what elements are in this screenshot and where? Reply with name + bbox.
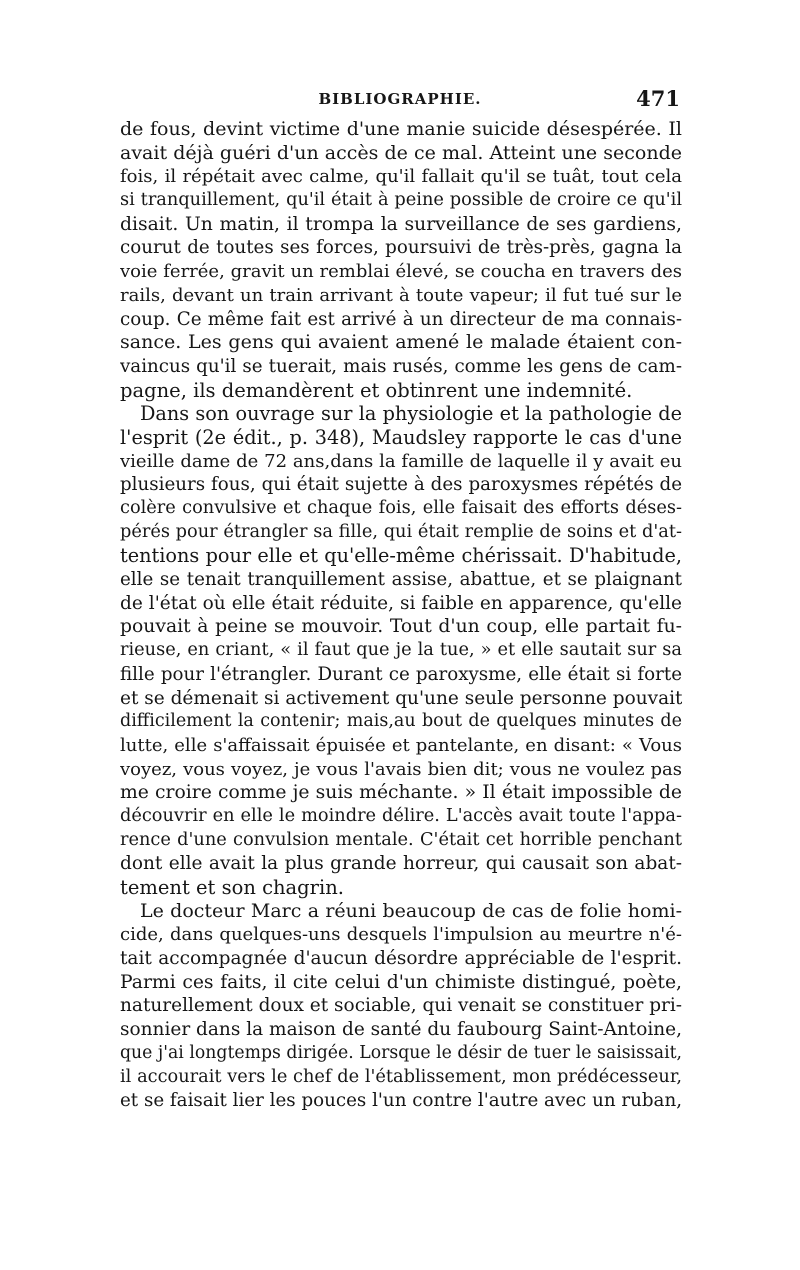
text-line: coup. Ce même fait est arrivé à un directeur de ma connais- [120,308,682,330]
text-line: courut de toutes ses forces, poursuivi de très-près, gagna la [120,237,682,259]
text-line: il accourait vers le chef de l'établissement, mon prédécesseur, [120,1066,682,1087]
text-line: tait accompagnée d'aucun désordre appréciable de l'esprit. [120,948,682,970]
text-line: pouvait à peine se mouvoir. Tout d'un coup, elle partait fu- [120,616,682,638]
text-line: voyez, vous voyez, je vous l'avais bien dit; vous ne voulez pas [120,758,682,780]
text-line: colère convulsive et chaque fois, elle faisait des efforts déses- [120,498,682,518]
text-line: rieuse, en criant, « il faut que je la tue, » et elle sautait sur sa [120,640,682,661]
text-line: découvrir en elle le moindre délire. L'accès avait toute l'appa- [120,805,682,826]
text-line: et se faisait lier les pouces l'un contre l'autre avec un ruban, [120,1090,682,1112]
text-line: pagne, ils demandèrent et obtinrent une indemnité. [120,378,633,402]
text-line: plusieurs fous, qui était sujette à des paroxysmes répétés de [120,474,682,496]
text-line: cide, dans quelques-uns desquels l'impulsion au meurtre n'é- [120,924,682,946]
text-line: naturellement doux et sociable, qui venait se constituer pri- [120,995,682,1017]
text-line: tement et son chagrin. [120,876,344,899]
text-line: avait déjà guéri d'un accès de ce mal. Atteint une seconde [120,141,682,164]
body-text [120,118,682,1113]
text-line: vaincus qu'il se tuerait, mais rusés, comme les gens de cam- [120,355,682,377]
running-title: BIBLIOGRAPHIE. [318,90,482,108]
text-line: rails, devant un train arrivant à toute vapeur; il fut tué sur le [120,284,682,306]
text-line: vieille dame de 72 ans,dans la famille de laquelle il y avait eu [120,450,682,472]
text-line: que j'ai longtemps dirigée. Lorsque le désir de tuer le saisissait, [120,1042,682,1063]
text-line: de l'état où elle était réduite, si faible en apparence, qu'elle [120,592,682,614]
page-number: 471 [636,86,680,111]
text-line: si tranquillement, qu'il était à peine possible de croire ce qu'il [120,190,682,211]
running-head [120,86,680,114]
text-line: fois, il répétait avec calme, qu'il fallait qu'il se tuât, tout cela [120,166,682,188]
text-line: fille pour l'étrangler. Durant ce paroxysme, elle était si forte [120,663,682,685]
text-line: dont elle avait la plus grande horreur, qui causait son abat- [120,853,682,875]
text-line: sonnier dans la maison de santé du faubourg Saint-Antoine, [120,1019,682,1041]
text-line: Le docteur Marc a réuni beaucoup de cas de folie homi- [140,899,682,922]
text-line: elle se tenait tranquillement assise, abattue, et se plaignant [120,569,682,591]
text-line: Dans son ouvrage sur la physiologie et la pathologie de [140,402,682,426]
text-line: Parmi ces faits, il cite celui d'un chimiste distingué, poète, [120,971,682,993]
text-line: disait. Un matin, il trompa la surveillance de ses gardiens, [120,213,682,235]
text-line: et se démenait si activement qu'une seule personne pouvait [120,687,682,709]
text-line: me croire comme je suis méchante. » Il était impossible de [120,782,682,804]
text-line: tentions pour elle et qu'elle-même chérissait. D'habitude, [120,544,682,568]
text-line: pérés pour étrangler sa fille, qui était remplie de soins et d'at- [120,521,682,542]
text-line: lutte, elle s'affaissait épuisée et pantelante, en disant: « Vous [120,734,682,756]
text-line: l'esprit (2e édit., p. 348), Maudsley rapporte le cas d'une [120,425,682,449]
text-line: difficilement la contenir; mais,au bout de quelques minutes de [120,711,682,732]
text-line: voie ferrée, gravit un remblai élevé, se coucha en travers des [120,261,682,283]
text-line: sance. Les gens qui avaient amené le malade étaient con- [120,331,682,354]
text-line: de fous, devint victime d'une manie suicide désespérée. Il [120,118,682,140]
text-line: rence d'une convulsion mentale. C'était cet horrible penchant [120,829,682,850]
